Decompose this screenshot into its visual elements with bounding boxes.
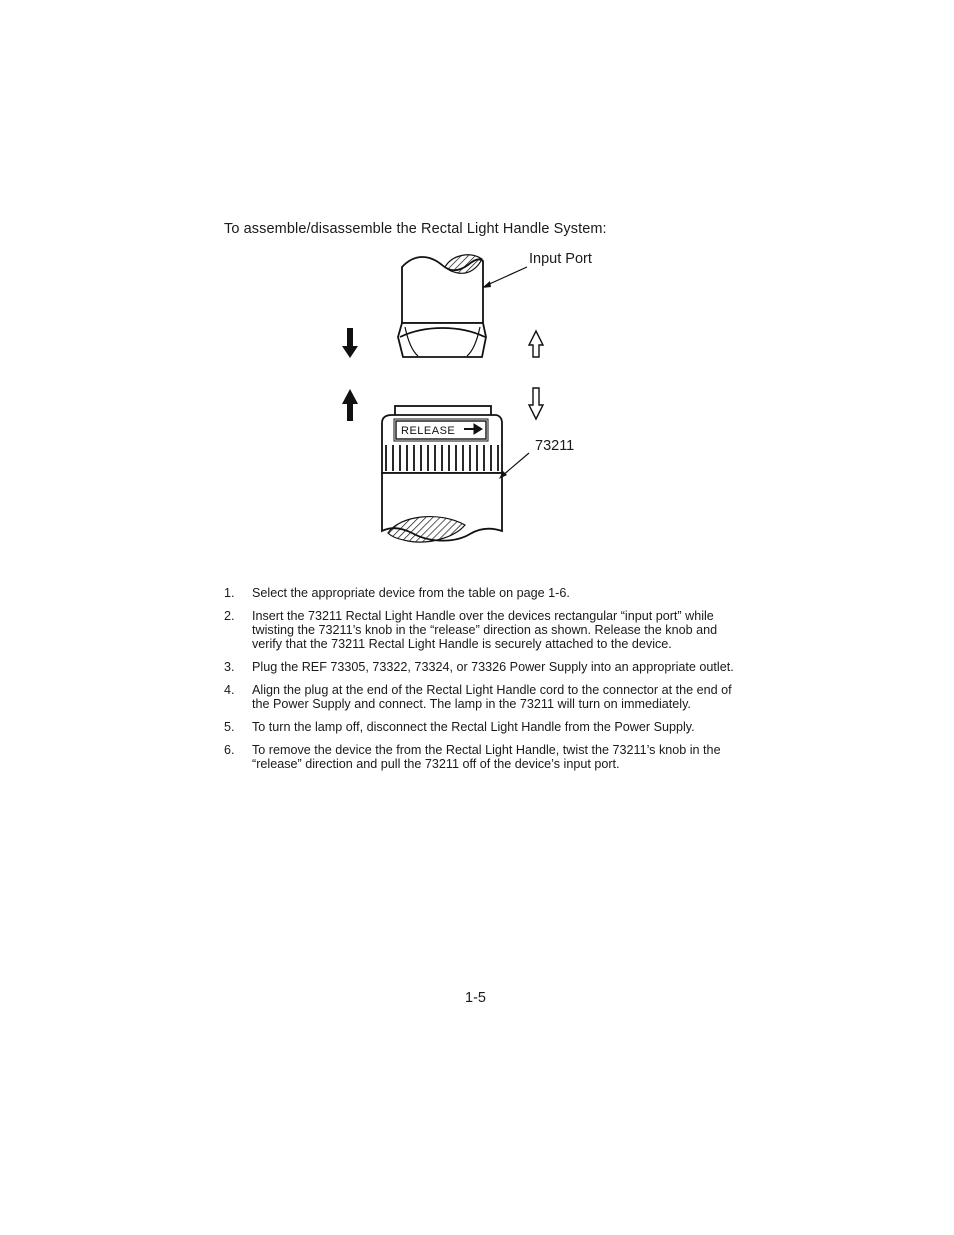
release-label: RELEASE [401, 425, 456, 437]
step-number: 4. [224, 683, 235, 697]
solid-arrows [342, 328, 358, 421]
step-number: 5. [224, 720, 235, 734]
part-number-label: 73211 [535, 438, 575, 454]
instruction-list [224, 586, 734, 780]
list-item [224, 609, 734, 651]
step-number: 2. [224, 609, 235, 623]
input-port-label: Input Port [529, 251, 592, 267]
step-number: 3. [224, 660, 235, 674]
page-number: 1-5 [465, 990, 486, 1006]
list-item [224, 660, 734, 674]
step-text: Plug the REF 73305, 73322, 73324, or 73326 Power Supply into an appropriate outlet. [252, 660, 734, 674]
input-port-device [398, 255, 486, 357]
step-text: Select the appropriate device from the table on page 1-6. [252, 586, 570, 600]
list-item [224, 586, 734, 600]
step-text: To turn the lamp off, disconnect the Rectal Light Handle from the Power Supply. [252, 720, 695, 734]
step-text: Insert the 73211 Rectal Light Handle over the devices rectangular “input port” while twisting the 73211’s knob in the “release” direction as shown. Release the knob and verify that the 73211 Rectal Light Handle is securely attached to the device. [252, 609, 718, 651]
assembly-illustration [330, 245, 620, 550]
list-item [224, 683, 734, 711]
step-number: 6. [224, 743, 235, 757]
step-text: To remove the device the from the Rectal Light Handle, twist the 73211’s knob in the “release” direction and pull the 73211 off of the device’s input port. [252, 743, 721, 771]
outline-arrows [529, 331, 543, 419]
intro-text: To assemble/disassemble the Rectal Light Handle System: [224, 221, 607, 237]
step-number: 1. [224, 586, 235, 600]
list-item [224, 720, 734, 734]
list-item [224, 743, 734, 771]
step-text: Align the plug at the end of the Rectal Light Handle cord to the connector at the end of the Power Supply and connect. The lamp in the 73211 will turn on immediately. [252, 683, 732, 711]
